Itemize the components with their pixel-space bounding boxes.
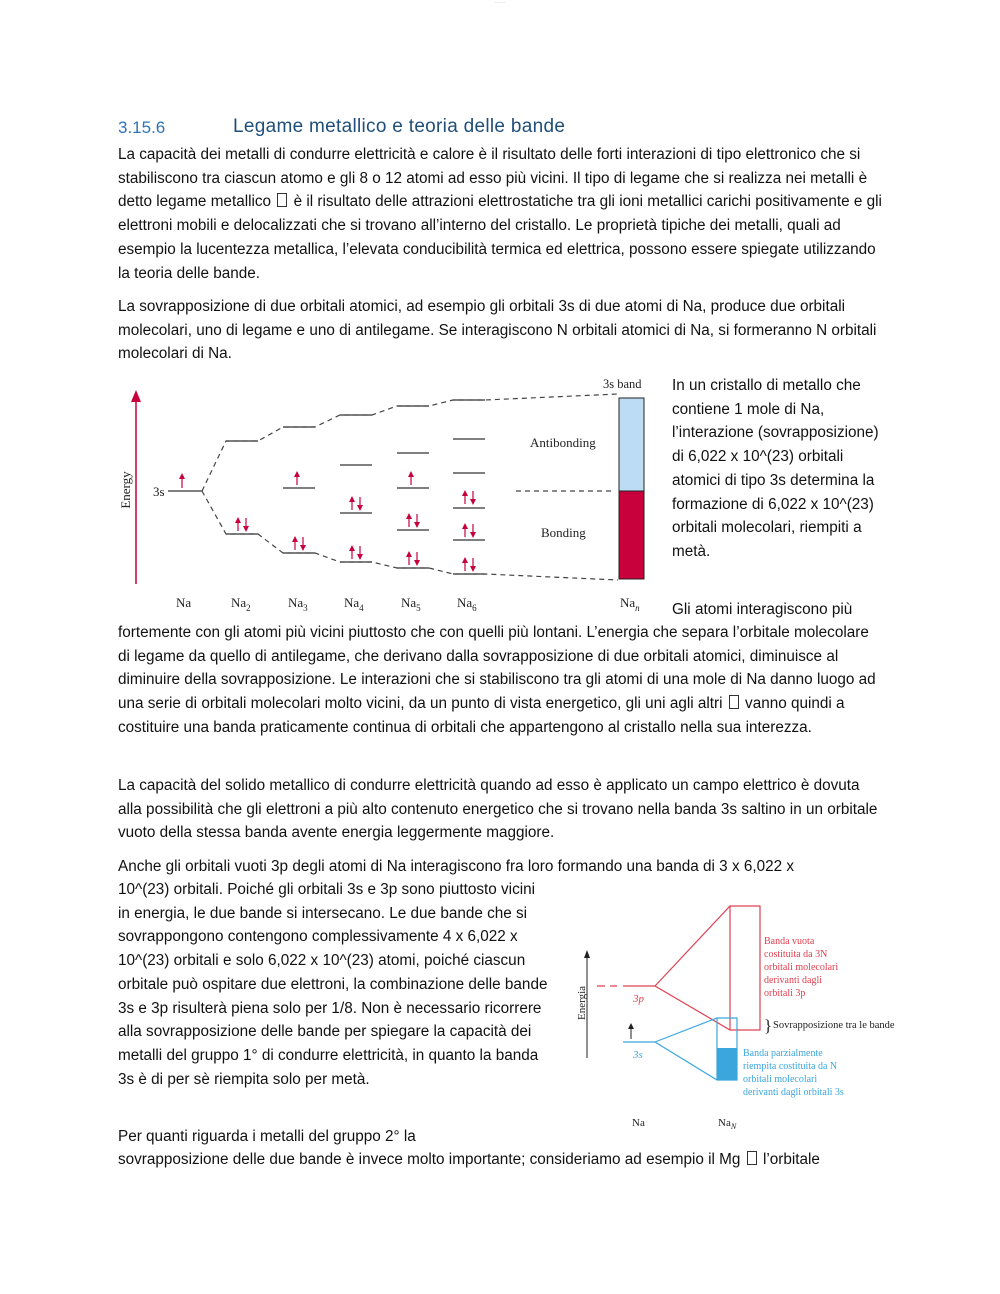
energy-axis-label: Energia (576, 985, 588, 1021)
paragraph-5: La capacità del solido metallico di condurre elettricità quando ad esso è applicato un campo elettrico è dovuta alla possibilità che gli elettroni a più alto contenuto energetico che si trovano nella banda 3s saltino in un orbitale vuoto della stessa banda avente energia leggermente maggiore. (118, 777, 878, 842)
spin-pair-arrows (349, 545, 363, 560)
band-label: 3s band (603, 377, 642, 391)
level-3s-label: 3s (153, 484, 165, 499)
spin-pair-arrows (406, 513, 420, 528)
x-label-na5: $Na_5$ (401, 595, 421, 613)
band-3s-label-line: orbitali molecolari (743, 1074, 818, 1085)
paragraph-4-start: Gli atomi interagiscono più (672, 601, 853, 618)
x-label-na: Na (176, 595, 192, 610)
paragraph-3: In un cristallo di metallo che contiene 1 mole di Na, l’interazione (sovrapposizione) di 6,022 x 10^(23) orbitali atomici di tipo 3s determina la formazione di 6,022 x 10^(23) orbitali molecolari, riempiti a metà. (672, 377, 879, 560)
band-3p-label-line: derivanti dagli (764, 975, 823, 986)
spin-pair-arrows (235, 517, 249, 532)
x-label-na6: $Na_6$ (457, 595, 477, 613)
paragraph-7b: l’orbitale (762, 1151, 820, 1168)
band-3s-label-line: riempita costituita da N (743, 1061, 838, 1072)
spin-up-arrow (408, 471, 414, 485)
paragraph-2: La sovrapposizione di due orbitali atomici, ad esempio gli orbitali 3s di due atomi di Na, produce due orbitali molecolari, uno di legame e uno di antilegame. Se interagiscono N orbitali atomici di Na, si formeranno N orbitali molecolari di Na. (118, 298, 877, 363)
x-label-nan: $Na_n$ (620, 595, 640, 613)
filled-band (619, 491, 644, 579)
x-label-na4: $Na_4$ (344, 595, 364, 613)
section-number: 3.15.6 (118, 118, 166, 137)
spin-pair-arrows (462, 523, 476, 538)
overlap-brace: } (764, 1016, 773, 1035)
spin-up-arrow (179, 473, 185, 488)
paragraph-7-start: Per quanti riguarda i metalli del gruppo 2° la (118, 1128, 416, 1145)
energy-axis-label: Energy (118, 471, 133, 509)
paragraph-1 (118, 143, 883, 285)
x-label-nan: $Na_N$ (718, 1117, 737, 1131)
band-3p-label-line: costituita da 3N (764, 949, 828, 960)
missing-glyph-icon (277, 193, 287, 207)
overlap-label: Sovrapposizione tra le bande (773, 1020, 895, 1031)
antibonding-label: Antibonding (530, 435, 596, 450)
x-label-na2: $Na_2$ (231, 595, 251, 613)
spin-up-arrow (294, 471, 300, 485)
paragraph-7a: sovrapposizione delle due bande è invece molto importante; consideriamo ad esempio il Mg (118, 1151, 741, 1168)
band-3p-label-line: orbitali 3p (764, 988, 806, 999)
paragraph-7 (118, 1148, 883, 1172)
level-3p-label: 3p (633, 993, 644, 1005)
paragraph-4b: vanno quindi a costituire una banda praticamente continua di orbitali che appartengono al cristallo nella sua interezza. (118, 695, 845, 736)
spin-pair-arrows (462, 557, 476, 572)
band-overlap-figure (575, 898, 920, 1138)
spin-pair-arrows (406, 551, 420, 566)
page-header-mark: — — — (494, 0, 506, 4)
spin-pair-arrows (462, 490, 476, 505)
paragraph-4 (118, 621, 883, 740)
section-heading (118, 116, 898, 142)
band-3s-filled-half (717, 1048, 737, 1080)
band-3p (655, 906, 760, 1030)
band-3p-label-line: Banda vuota (764, 936, 815, 947)
band-3s-label-line: derivanti dagli orbitali 3s (743, 1087, 844, 1098)
level-3s-label: 3s (633, 1049, 643, 1061)
paragraph-6-first-line: Anche gli orbitali vuoti 3p degli atomi di Na interagiscono fra loro formando una banda di 3 x 6,022 x (118, 858, 795, 875)
spin-pair-arrows (292, 536, 306, 551)
paragraph-6: 10^(23) orbitali. Poiché gli orbitali 3s e 3p sono piuttosto vicini in energia, le due bande si intersecano. Le due bande che si sovrappongono contengono complessivamente 4 x 6,022 x 10^(23) orbitali e solo 6,022 x 10^(23) atomi, poiché ciascun orbitale può ospitare due elettroni, la combinazione delle bande 3s e 3p risulterà piena solo per 1/8. Non è necessario ricorrere alla sovrapposizione delle bande per spiegare la capacità dei metalli del gruppo 1° di condurre elettricità, in quanto la banda 3s è di per sè riempita solo per metà. (118, 881, 548, 1088)
spin-pair-arrows (349, 496, 363, 511)
paragraph-1a: La capacità dei metalli di condurre elettricità e calore è il risultato delle forti interazioni di tipo elettronico che si stabiliscono tra ciascun atomo e gli 8 o 12 atomi ad esso più vicini. Il tipo di legame che si realizza nei metalli è detto legame metallico (118, 146, 868, 211)
missing-glyph-icon (747, 1151, 757, 1165)
band-3s-label-line: Banda parzialmente (743, 1048, 823, 1059)
spin-up-arrow (628, 1023, 634, 1039)
envelope-dashed-lines (202, 394, 618, 580)
energy-axis-arrowhead (584, 950, 590, 958)
band-formation-figure (116, 372, 656, 620)
section-title: Legame metallico e teoria delle bande (233, 116, 566, 137)
paragraph-1b: è il risultato delle attrazioni elettrostatiche tra gli ioni metallici carichi positivamente e gli elettroni mobili e delocalizzati che si trovano all’interno del cristallo. Le proprietà tipiche dei metalli, quali ad esempio la lucentezza metallica, l’elevata conducibilità termica ed elettrica, possono essere spiegate utilizzando la teoria delle bande. (118, 193, 882, 282)
bonding-label: Bonding (541, 525, 586, 540)
missing-glyph-icon (729, 695, 739, 709)
paragraph-4a: fortemente con gli atomi più vicini piuttosto che con quelli più lontani. L’energia che separa l’orbitale molecolare di legame da quello di antilegame, che derivano dalla sovrapposizione di due orbitali atomici, diminuisce al diminuire della sovrapposizione. Le interazioni che si stabiliscono tra gli atomi di una mole di Na danno luogo ad una serie di orbitali molecolari molto vicini, da un punto di vista energetico, gli uni agli altri (118, 624, 876, 713)
empty-band (619, 398, 644, 491)
energy-axis-arrowhead (131, 390, 141, 402)
x-label-na3: $Na_3$ (288, 595, 308, 613)
x-label-na: Na (632, 1117, 645, 1129)
band-3p-label-line: orbitali molecolari (764, 962, 839, 973)
